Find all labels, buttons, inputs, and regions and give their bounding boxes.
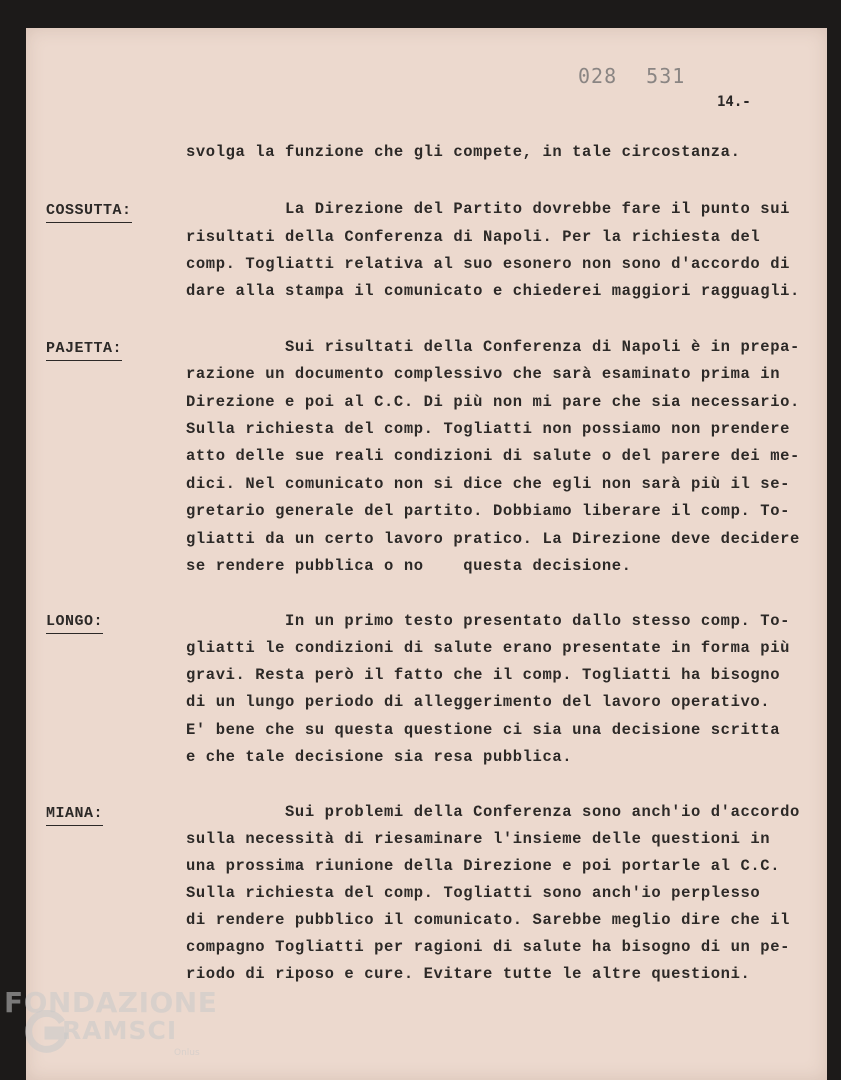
text-line: dici. Nel comunicato non si dice che egli non sarà più il se- — [186, 475, 790, 493]
speaker-label-pajetta: PAJETTA: — [46, 339, 122, 361]
text-line: Sui problemi della Conferenza sono anch'io d'accordo — [186, 803, 800, 821]
text-line: comp. Togliatti relativa al suo esonero non sono d'accordo di — [186, 255, 790, 273]
watermark-line2: RAMSCI — [62, 1016, 178, 1045]
text-line: se rendere pubblica o no questa decisione. — [186, 557, 632, 575]
text-line: dare alla stampa il comunicato e chiederei maggiori ragguagli. — [186, 282, 800, 300]
text-line: risultati della Conferenza di Napoli. Per la richiesta del — [186, 228, 761, 246]
watermark-line1: FONDAZIONE — [4, 986, 218, 1019]
text-line: atto delle sue reali condizioni di salute o del parere dei me- — [186, 447, 800, 465]
speaker-label-longo: LONGO: — [46, 612, 103, 634]
text-line: Sui risultati della Conferenza di Napoli è in prepa- — [186, 338, 800, 356]
text-line: gravi. Resta però il fatto che il comp. Togliatti ha bisogno — [186, 666, 781, 684]
text-line: Direzione e poi al C.C. Di più non mi pare che sia necessario. — [186, 393, 800, 411]
text-line: gretario generale del partito. Dobbiamo liberare il comp. To- — [186, 502, 790, 520]
page-number: 14.- — [717, 94, 751, 110]
text-line: E' bene che su questa questione ci sia una decisione scritta — [186, 721, 781, 739]
watermark-line3: Onlus — [174, 1048, 200, 1058]
text-line: Sulla richiesta del comp. Togliatti non possiamo non prendere — [186, 420, 790, 438]
text-line: gliatti da un certo lavoro pratico. La Direzione deve decidere — [186, 530, 800, 548]
text-line: Sulla richiesta del comp. Togliatti sono anch'io perplesso — [186, 884, 761, 902]
text-line: compagno Togliatti per ragioni di salute ha bisogno di un pe- — [186, 938, 790, 956]
text-line: di rendere pubblico il comunicato. Sarebbe meglio dire che il — [186, 911, 790, 929]
text-line: La Direzione del Partito dovrebbe fare il punto sui — [186, 200, 790, 218]
text-line: e che tale decisione sia resa pubblica. — [186, 748, 573, 766]
text-line: In un primo testo presentato dallo stesso comp. To- — [186, 612, 790, 630]
watermark-logo — [4, 986, 218, 1066]
text-line: svolga la funzione che gli compete, in tale circostanza. — [186, 143, 741, 161]
archive-stamp: 028 531 — [578, 64, 686, 88]
speaker-label-miana: MIANA: — [46, 804, 103, 826]
text-line: di un lungo periodo di alleggerimento del lavoro operativo. — [186, 693, 771, 711]
text-line: una prossima riunione della Direzione e poi portarle al C.C. — [186, 857, 781, 875]
text-line: razione un documento complessivo che sarà esaminato prima in — [186, 365, 781, 383]
text-line: gliatti le condizioni di salute erano presentate in forma più — [186, 639, 790, 657]
text-line: sulla necessità di riesaminare l'insieme delle questioni in — [186, 830, 771, 848]
speaker-label-cossutta: COSSUTTA: — [46, 201, 132, 223]
text-line: riodo di riposo e cure. Evitare tutte le altre questioni. — [186, 965, 751, 983]
